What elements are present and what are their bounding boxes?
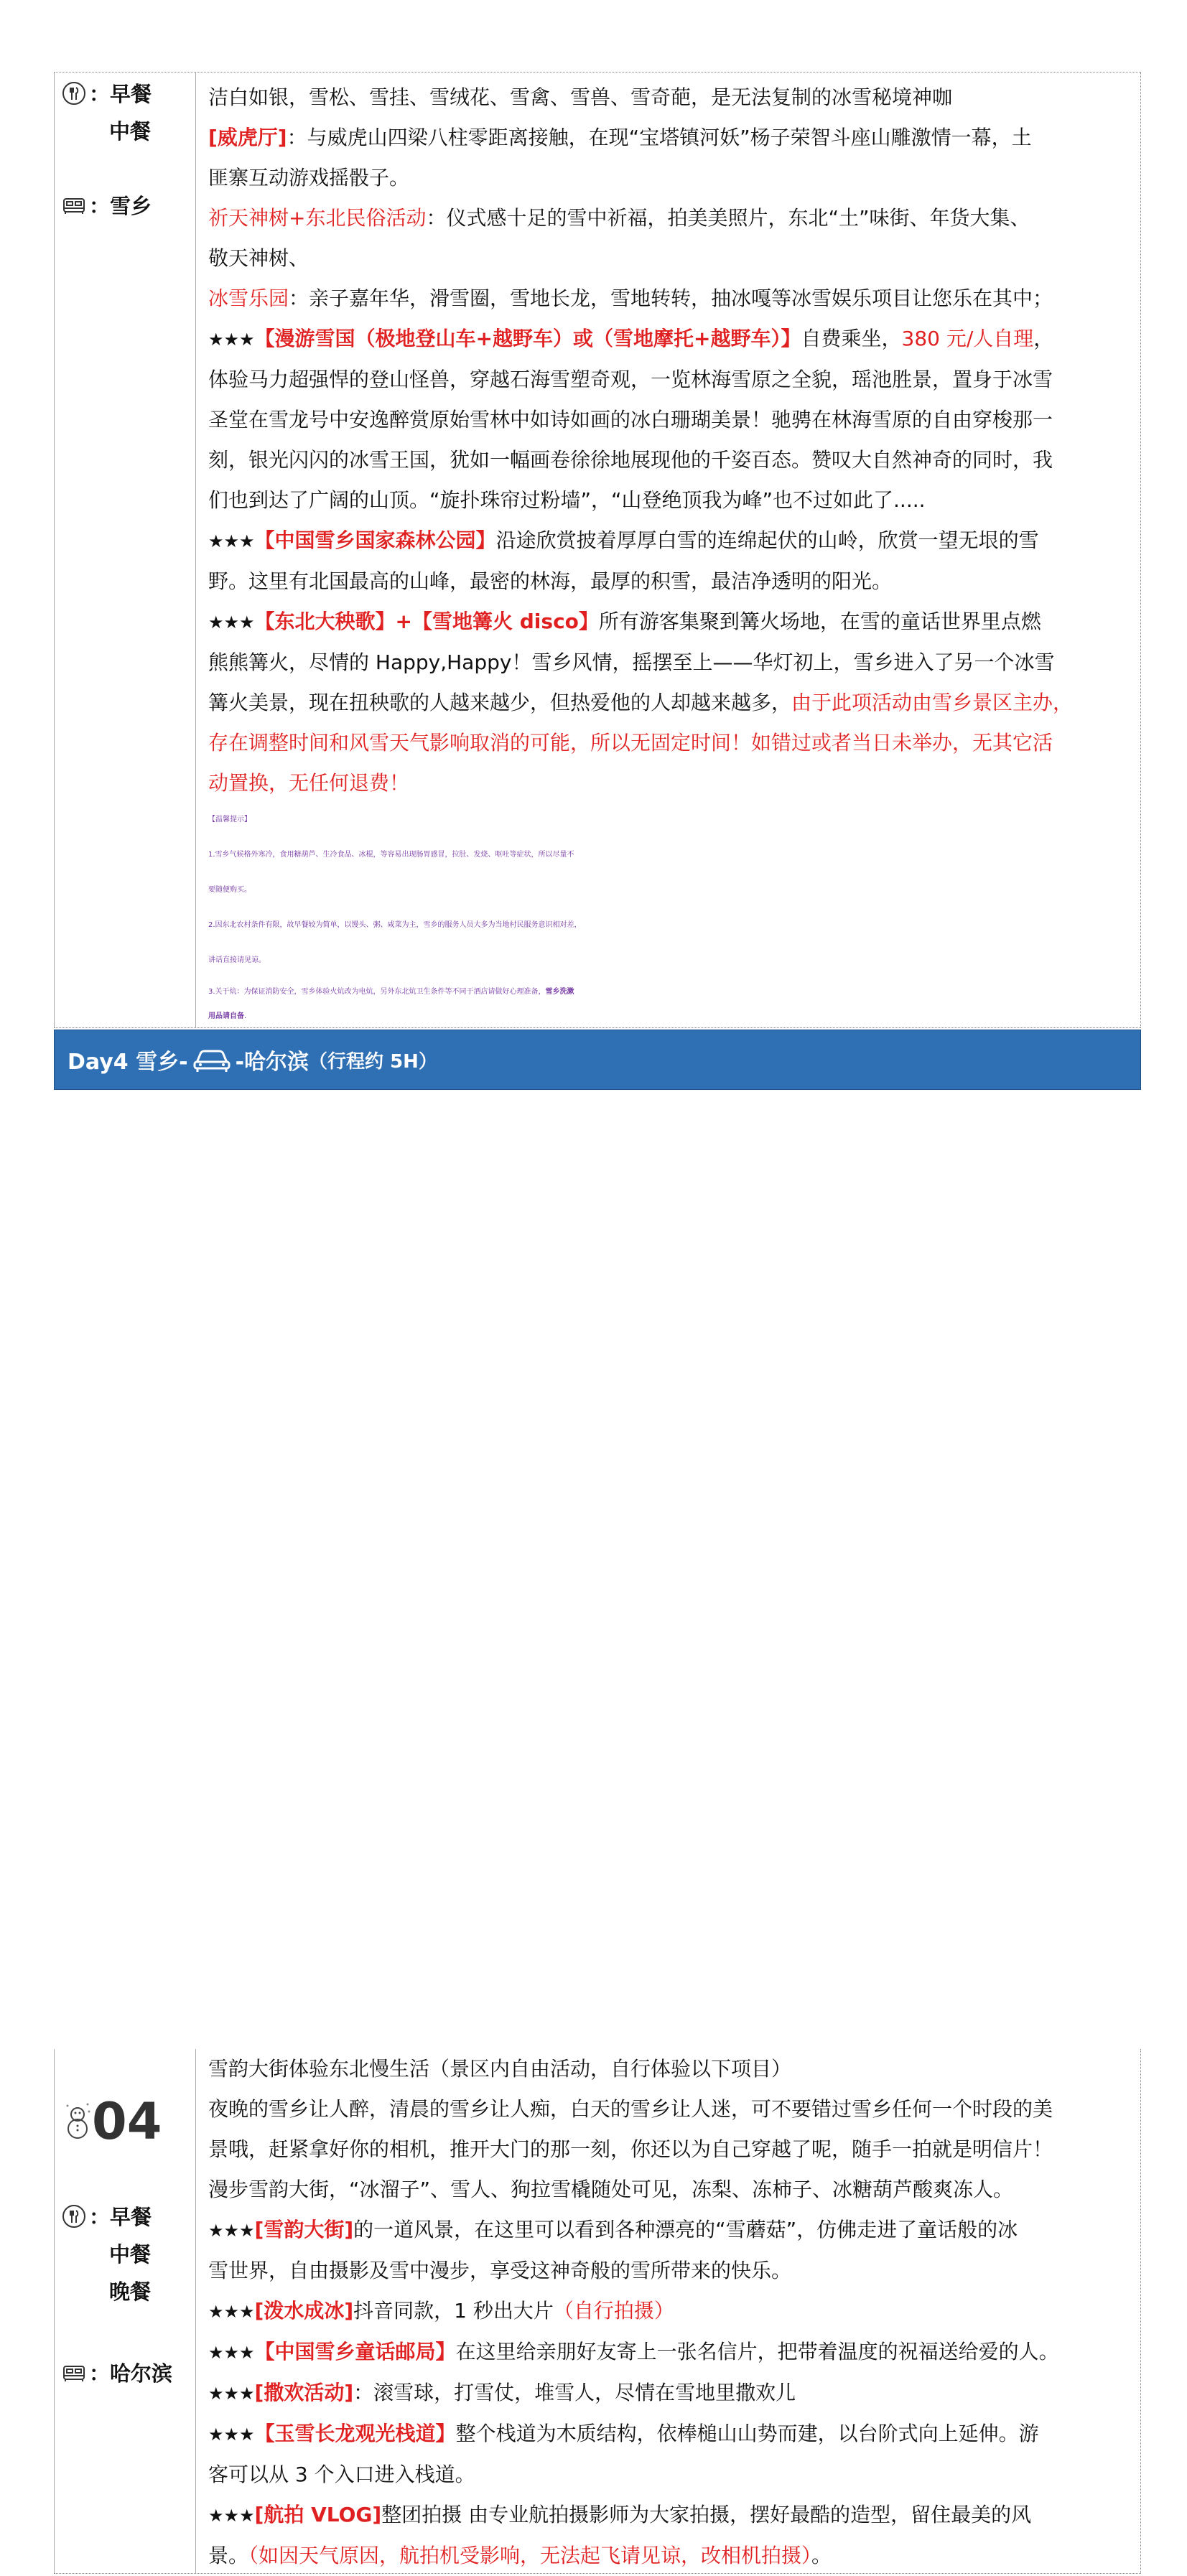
day3-tips: 【温馨提示】 1.雪乡气候格外寒冷，食用糖葫芦、生冷食品、冰棍，等容易出现肠胃感冒，拉肚、发烧、呕吐等症状，所以尽量不 要随便购买。 2.因东北农村条件有限，故早餐较为简单，以馒头、粥、咸菜为主，雪乡的服务人员大多为当地村民服务意识相对差， 讲话直接请见谅。 3.关于炕：为保证消防安全，雪乡体验火炕改为电炕，另外东北炕卫生条件等不同于酒店请做好心理准备，雪乡洗漱 用品请自备. [208,802,1130,1027]
snowman-icon [63,2101,92,2142]
day4-xueyun: ★★★[雪韵大街]的一道风景，在这里可以看到各种漂亮的“雪蘑菇”，仿佛走进了童话般的冰 [208,2218,1018,2241]
day4-meal-lunch: 中餐 [109,2242,152,2267]
day3-qitian: 祈天神树+东北民俗活动：仪式感十足的雪中祈福，拍美美照片，东北“土”味街、年货大集、 [208,206,1030,230]
bed-icon [62,193,86,218]
day4-vlog: ★★★[航拍 VLOG]整团拍摄 由专业航拍摄影师为大家拍摄，摆好最酷的造型，留住最美的风 [208,2503,1032,2526]
day4-meal-dinner: 晚餐 [109,2279,152,2304]
day4-info-column [54,2049,196,2573]
day3-hotel-label: ：雪乡 [89,194,152,218]
day3-intro: 洁白如银，雪松、雪挂、雪绒花、雪禽、雪兽、雪奇葩，是无法复制的冰雪秘境神咖 [208,85,953,109]
day3-meals [62,75,152,150]
day-number: 04 [63,2092,162,2151]
utensils-icon [62,2204,86,2229]
day3-forest: ★★★【中国雪乡国家森林公园】沿途欣赏披着厚厚白雪的连绵起伏的山岭，欣赏一望无垠的雪 [208,528,1039,552]
day3-bonfire: ★★★【东北大秧歌】+【雪地篝火 disco】所有游客集聚到篝火场地，在雪的童话世界里点燃 [208,610,1041,633]
day4-header-title: Day4 雪乡- [68,1050,188,1075]
car-icon [192,1045,231,1074]
day3-hotel [62,187,152,225]
day4-row [54,2049,1141,2574]
day4-header-dest: -哈尔滨 [235,1050,309,1075]
day3-icepark: 冰雪乐园：亲子嘉年华，滑雪圈，雪地长龙，雪地转转，抽冰嘎等冰雪娱乐项目让您乐在其中； [208,286,1053,310]
day4-content: 雪韵大街体验东北慢生活（景区内自由活动，自行体验以下项目） 夜晚的雪乡让人醉，清晨的雪乡让人痴，白天的雪乡让人迷，可不要错过雪乡任何一个时段的美 景哦，赶紧拿好你的相机，推开大门的那一刻，你还以为自己穿越了呢，随手一拍就是明信片！ 漫步雪韵大街，“冰溜子”、雪人、狗拉雪橇随处可见，冻梨、冻柿子、冰糖葫芦酸爽冻人。 ★★★[雪韵大街]的一道风景，在这里可以看到各种漂亮的“雪蘑菇”，仿佛走进了童话般的冰 雪世界，自由摄影及雪中漫步，享受这神奇般的雪所带来的快乐。 ★★★[泼水成冰]抖音同款，1 秒出大片（自行拍摄） ★★★【中国雪乡童话邮局】在这里给亲朋好友寄上一张名信片，把带着温度的祝福送给爱的人。 ★★★[撒欢活动]：滚雪球，打雪仗，堆雪人，尽情在雪地里撒欢儿 ★★★【玉雪长龙观光栈道】整个栈道为木质结构，依棒槌山山势而建，以台阶式向上延伸。游 客可以从 3 个入口进入栈道。 ★★★[航拍 VLOG]整团拍摄 由专业航拍摄影师为大家拍摄，摆好最酷的造型，留住最美的风 景。（如因天气原因，航拍机受影响，无法起飞请见谅，改相机拍摄）。 [195,2049,1141,2573]
day3-meals-label: ：早餐 [89,82,152,106]
day4-post: ★★★【中国雪乡童话邮局】在这里给亲朋好友寄上一张名信片，把带着温度的祝福送给爱的人。 [208,2340,1059,2363]
day4-poshui: ★★★[泼水成冰]抖音同款，1 秒出大片（自行拍摄） [208,2299,674,2323]
day4-plankroad: ★★★【玉雪长龙观光栈道】整个栈道为木质结构，依棒槌山山势而建，以台阶式向上延伸。游 [208,2422,1039,2445]
day3-content: 洁白如银，雪松、雪挂、雪绒花、雪禽、雪兽、雪奇葩，是无法复制的冰雪秘境神咖 [威虎厅]：与威虎山四梁八柱零距离接触，在现“宝塔镇河妖”杨子荣智斗座山雕激情一幕，土 匪寨互动游戏摇骰子。 祈天神树+东北民俗活动：仪式感十足的雪中祈福，拍美美照片，东北“土”味街、年货大集、 敬天神树、 冰雪乐园：亲子嘉年华，滑雪圈，雪地长龙，雪地转转，抽冰嘎等冰雪娱乐项目让您乐在其中； ★★★【漫游雪国（极地登山车+越野车）或（雪地摩托+越野车）】自费乘坐，380 元/人自理， 体验马力超强悍的登山怪兽，穿越石海雪塑奇观，一览林海雪原之全貌，瑶池胜景，置身于冰雪 圣堂在雪龙号中安逸醉赏原始雪林中如诗如画的冰白珊瑚美景！驰骋在林海雪原的自由穿梭那一 刻，银光闪闪的冰雪王国，犹如一幅画卷徐徐地展现他的千姿百态。赞叹大自然神奇的同时，我 们也到达了广阔的山顶。“旋扑珠帘过粉墙”，“山登绝顶我为峰”也不过如此了..... ★★★【中国雪乡国家森林公园】沿途欣赏披着厚厚白雪的连绵起伏的山岭，欣赏一望无垠的雪 野。这里有北国最高的山峰，最密的林海，最厚的积雪，最洁净透明的阳光。 ★★★【东北大秧歌】+【雪地篝火 disco】所有游客集聚到篝火场地，在雪的童话世界里点燃 熊熊篝火，尽情的 Happy,Happy！雪乡风情，摇摆至上——华灯初上，雪乡进入了另一个冰雪 篝火美景，现在扭秧歌的人越来越少，但热爱他的人却越来越多，由于此项活动由雪乡景区主办， 存在调整时间和风雪天气影响取消的可能，所以无固定时间！如错过或者当日未举办，无其它活 动置换，无任何退费！ 【温馨提示】 1.雪乡气候格外寒冷，食用糖葫芦、生冷食品、冰棍，等容易出现肠胃感冒，拉肚、发烧、呕吐等症状，所以尽量不 要随便购买。 2.因东北农村条件有限，故早餐较为简单，以馒头、粥、咸菜为主，雪乡的服务人员大多为当地村民服务意识相对差， 讲话直接请见谅。 3.关于炕：为保证消防安全，雪乡体验火炕改为电炕，另外东北炕卫生条件等不同于酒店请做好心理准备，雪乡洗漱 用品请自备. [195,73,1141,1027]
day3-snowtour: ★★★【漫游雪国（极地登山车+越野车）或（雪地摩托+越野车）】自费乘坐，380 元/人自理， [208,327,1054,350]
day4-fun: ★★★[撒欢活动]：滚雪球，打雪仗，堆雪人，尽情在雪地里撒欢儿 [208,2381,796,2404]
day3-weihu: [威虎厅]：与威虎山四梁八柱零距离接触，在现“宝塔镇河妖”杨子荣智斗座山雕激情一幕，土 [208,126,1032,149]
tips-title: 【温馨提示】 [208,816,251,823]
day4-header-note: （行程约 5H） [309,1050,437,1073]
utensils-icon [62,81,86,106]
day4-meals [62,2198,152,2310]
day3-info-column [54,73,196,1027]
day3-row [54,72,1141,1028]
day3-meal-lunch: 中餐 [109,119,152,144]
day4-hotel [62,2355,172,2392]
day4-header [54,1030,1141,1090]
day4-meals-label: ：早餐 [89,2205,152,2229]
day4-hotel-label: ：哈尔滨 [89,2361,173,2386]
bed-icon [62,2361,86,2385]
day4-intro: 雪韵大街体验东北慢生活（景区内自由活动，自行体验以下项目） [208,2057,792,2081]
